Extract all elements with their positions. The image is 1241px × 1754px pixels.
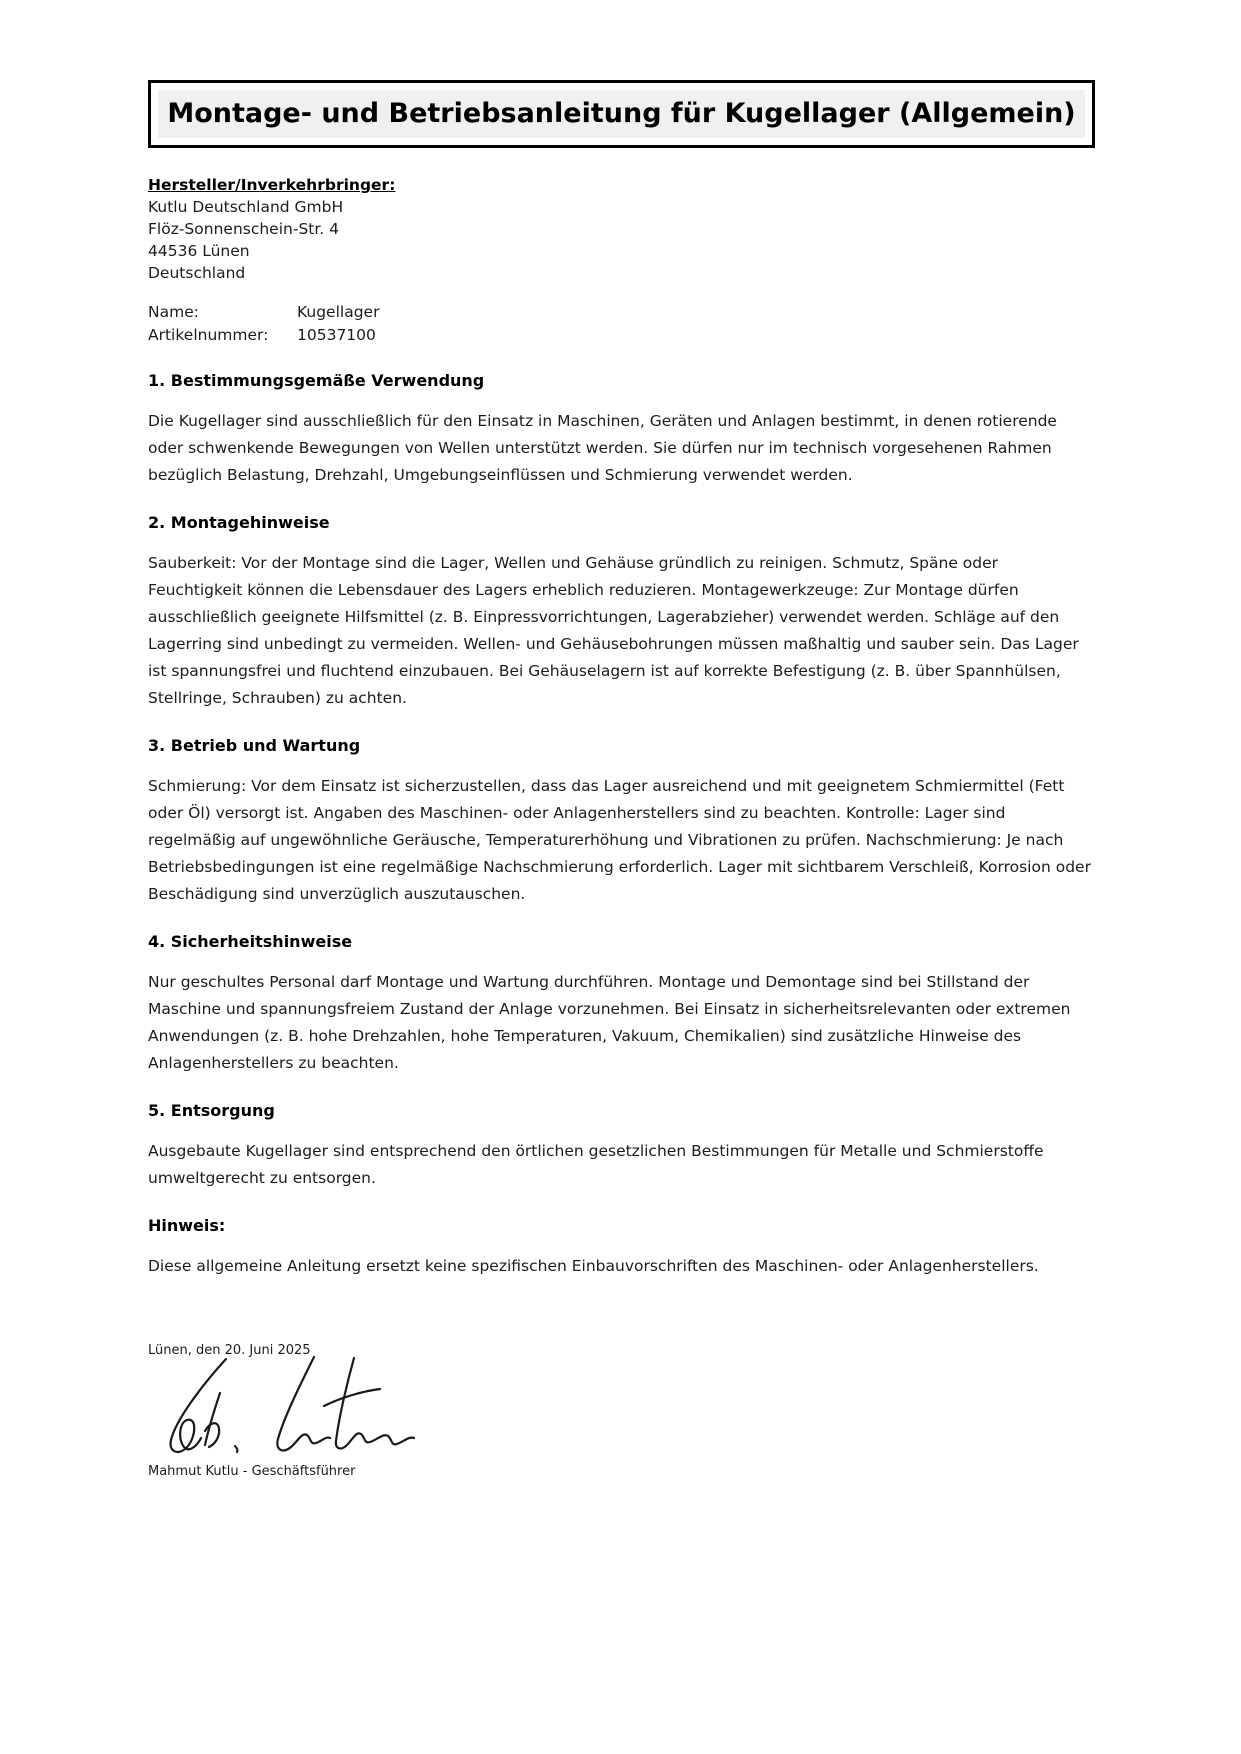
- section-body-3: Schmierung: Vor dem Einsatz ist sicherzustellen, dass das Lager ausreichend und mit geeignetem Schmiermittel (Fett oder Öl) versorgt ist. Angaben des Maschinen- oder Anlagenherstellers sind zu beachten. Kontrolle: Lager sind regelmäßig auf ungewöhnliche Geräusche, Temperaturerhöhung und Vibrationen zu prüfen. Nachschmierung: Je nach Betriebsbedingungen ist eine regelmäßige Nachschmierung erforderlich. Lager mit sichtbarem Verschleiß, Korrosion oder Beschädigung sind unverzüglich auszutauschen.: [148, 777, 1091, 903]
- date-line: Lünen, den 20. Juni 2025: [148, 1343, 311, 1358]
- section-body-1: Die Kugellager sind ausschließlich für den Einsatz in Maschinen, Geräten und Anlagen bestimmt, in denen rotierende oder schwenkende Bewegungen von Wellen unterstützt werden. Sie dürfen nur im technisch vorgesehenen Rahmen bezüglich Belastung, Drehzahl, Umgebungseinflüssen und Schmierung verwendet werden.: [148, 412, 1057, 484]
- section-heading-2: 2. Montagehinweise: [148, 513, 330, 532]
- manufacturer-street: Flöz-Sonnenschein-Str. 4: [148, 220, 340, 238]
- manufacturer-company: Kutlu Deutschland GmbH: [148, 198, 344, 216]
- section-heading-4: 4. Sicherheitshinweise: [148, 932, 353, 951]
- section-heading-3: 3. Betrieb und Wartung: [148, 736, 361, 755]
- section-body-hinweis: Diese allgemeine Anleitung ersetzt keine spezifischen Einbauvorschriften des Maschinen- oder Anlagenherstellers.: [148, 1257, 1039, 1275]
- product-name-row: [148, 301, 1095, 324]
- section-body-4: Nur geschultes Personal darf Montage und Wartung durchführen. Montage und Demontage sind bei Stillstand der Maschine und spannungsfreiem Zustand der Anlage vorzunehmen. Bei Einsatz in sicherheitsrelevanten oder extremen Anwendungen (z. B. hohe Drehzahlen, hohe Temperaturen, Vakuum, Chemikalien) sind zusätzliche Hinweise des Anlagenherstellers zu beachten.: [148, 973, 1071, 1072]
- section-body-2: Sauberkeit: Vor der Montage sind die Lager, Wellen und Gehäuse gründlich zu reinigen. Schmutz, Späne oder Feuchtigkeit können die Lebensdauer des Lagers erheblich reduzieren. Montagewerkzeuge: Zur Montage dürfen ausschließlich geeignete Hilfsmittel (z. B. Einpressvorrichtungen, Lagerabzieher) verwendet werden. Schläge auf den Lagerring sind unbedingt zu vermeiden. Wellen- und Gehäusebohrungen müssen maßhaltig und sauber sein. Das Lager ist spannungsfrei und fluchtend einzubauen. Bei Gehäuselagern ist auf korrekte Befestigung (z. B. über Spannhülsen, Stellringe, Schrauben) zu achten.: [148, 554, 1079, 707]
- section-heading-5: 5. Entsorgung: [148, 1101, 275, 1120]
- manufacturer-country: Deutschland: [148, 264, 246, 282]
- section-heading-hinweis: Hinweis:: [148, 1216, 226, 1235]
- section-body-5: Ausgebaute Kugellager sind entsprechend den örtlichen gesetzlichen Bestimmungen für Metalle und Schmierstoffe umweltgerecht zu entsorgen.: [148, 1142, 1044, 1187]
- product-info: [148, 301, 1095, 347]
- title-box: [148, 80, 1095, 148]
- product-name-label: Name:: [148, 303, 199, 321]
- signature-image: [162, 1349, 1095, 1461]
- article-number-label: Artikelnummer:: [148, 326, 269, 344]
- manufacturer-block: [148, 174, 1095, 284]
- manufacturer-label: Hersteller/Inverkehrbringer:: [148, 176, 396, 194]
- article-number-row: [148, 324, 1095, 347]
- title-background: [158, 90, 1085, 138]
- signer-name: Mahmut Kutlu - Geschäftsführer: [148, 1464, 356, 1479]
- page-title: Montage- und Betriebsanleitung für Kugellager (Allgemein): [167, 98, 1076, 129]
- manufacturer-city: 44536 Lünen: [148, 242, 250, 260]
- section-heading-1: 1. Bestimmungsgemäße Verwendung: [148, 371, 485, 390]
- article-number-value: 10537100: [297, 326, 376, 344]
- handwritten-signature-icon: [162, 1349, 432, 1461]
- signature-block: [148, 1342, 1095, 1480]
- product-name-value: Kugellager: [297, 303, 380, 321]
